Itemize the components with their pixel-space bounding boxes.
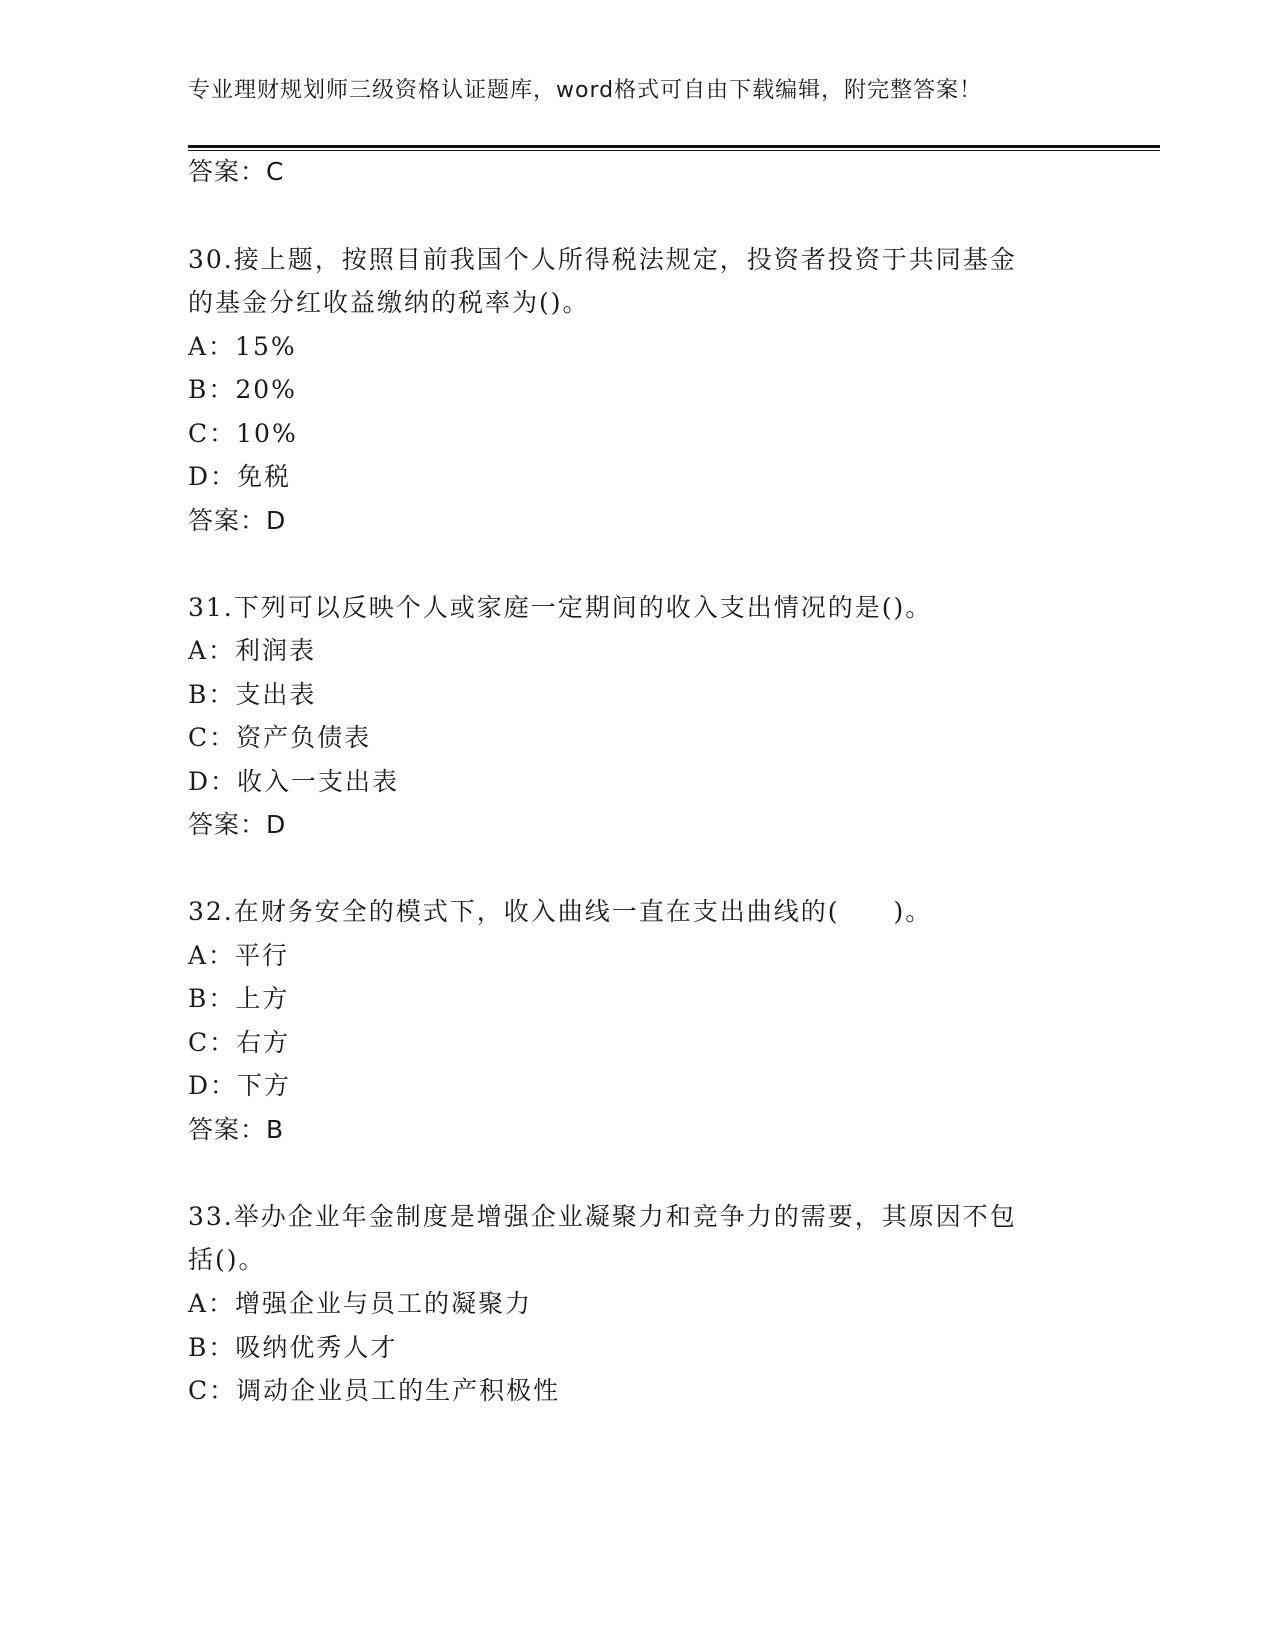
question-33-option-b: B：吸纳优秀人才	[188, 1333, 398, 1362]
question-32-answer: 答案：B	[188, 1115, 285, 1144]
question-30-stem-line-2: 的基金分红收益缴纳的税率为()。	[188, 288, 590, 317]
question-31-option-a: A：利润表	[188, 636, 317, 665]
question-31-option-b: B：支出表	[188, 680, 317, 709]
answer-line: 答案：C	[188, 157, 285, 186]
question-31-answer: 答案：D	[188, 810, 287, 839]
question-31-stem-line-1: 31.下列可以反映个人或家庭一定期间的收入支出情况的是()。	[188, 593, 933, 622]
question-33-option-c: C：调动企业员工的生产积极性	[188, 1376, 561, 1405]
question-31-option-d: D：收入一支出表	[188, 767, 400, 796]
question-32-option-c: C：右方	[188, 1028, 291, 1057]
question-33-stem-line-1: 33.举办企业年金制度是增强企业凝聚力和竞争力的需要，其原因不包	[188, 1202, 1017, 1231]
question-33-stem-line-2: 括()。	[188, 1245, 266, 1274]
question-32-option-d: D：下方	[188, 1071, 292, 1100]
question-30-option-b: B：20%	[188, 375, 297, 404]
question-32-stem-line-1: 32.在财务安全的模式下，收入曲线一直在支出曲线的( )。	[188, 897, 933, 926]
question-30-stem-line-1: 30.接上题，按照目前我国个人所得税法规定，投资者投资于共同基金	[188, 245, 1017, 274]
question-30-option-c: C：10%	[188, 419, 298, 448]
question-32-option-b: B：上方	[188, 984, 290, 1013]
question-30-option-a: A：15%	[188, 332, 297, 361]
question-32-option-a: A：平行	[188, 941, 290, 970]
question-30-answer: 答案：D	[188, 506, 287, 535]
question-31-option-c: C：资产负债表	[188, 723, 372, 752]
question-33-option-a: A：增强企业与员工的凝聚力	[188, 1289, 533, 1318]
header-text: 专业理财规划师三级资格认证题库，word格式可自由下载编辑，附完整答案！	[188, 78, 983, 103]
question-30-option-d: D：免税	[188, 462, 292, 491]
header-divider	[188, 145, 1160, 151]
